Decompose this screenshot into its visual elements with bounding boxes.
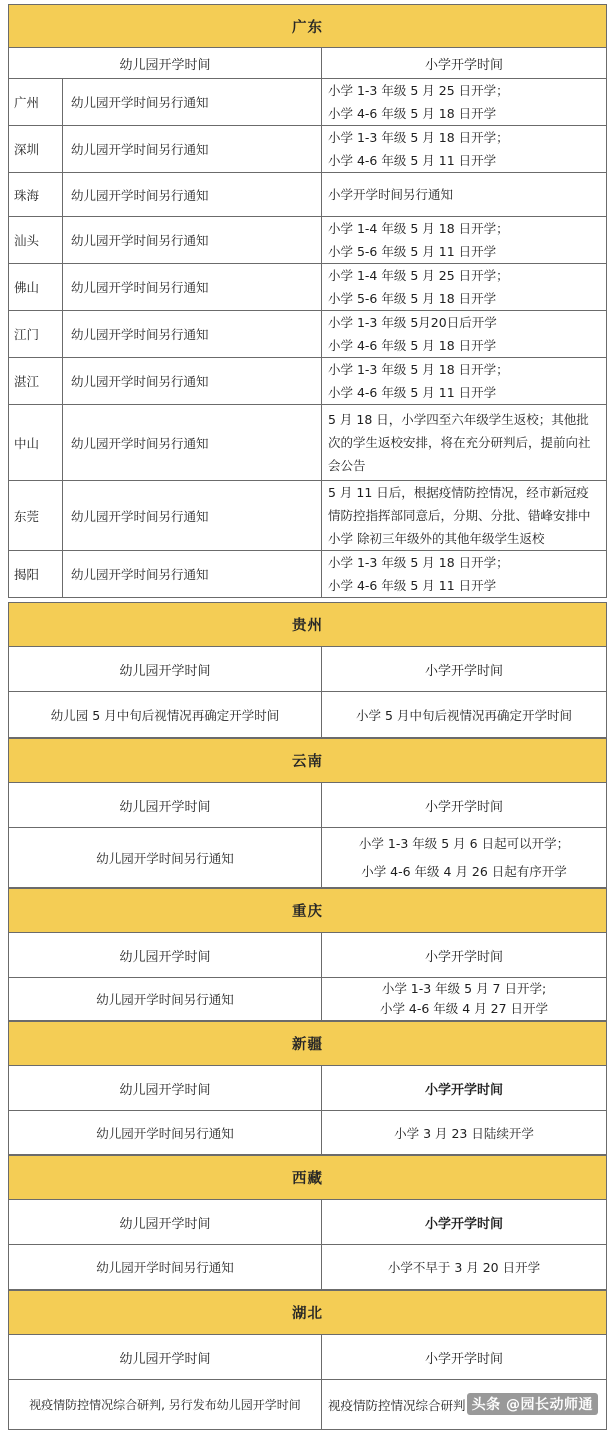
primary-time: 小学 1-3 年级 5 月 25 日开学； 小学 4-6 年级 5 月 18 日开学 (322, 79, 607, 126)
table-row (9, 264, 607, 311)
kindergarten-time: 幼儿园开学时间另行通知 (9, 1111, 322, 1155)
primary-time: 小学 1-3 年级 5 月 6 日起可以开学； 小学 4-6 年级 4 月 26 日起有序开学 (322, 828, 607, 888)
table-row (9, 79, 607, 126)
kindergarten-time: 幼儿园 5 月中旬后视情况再确定开学时间 (9, 692, 322, 738)
table-row (9, 173, 607, 217)
primary-time: 小学 1-3 年级 5 月 18 日开学； 小学 4-6 年级 5 月 11 日开学 (322, 126, 607, 173)
primary-time: 小学 1-3 年级 5 月 18 日开学； 小学 4-6 年级 5 月 11 日开学 (322, 551, 607, 598)
kindergarten-column-header: 幼儿园开学时间 (9, 647, 322, 692)
city-name: 汕头 (9, 217, 63, 264)
guizhou-table (8, 602, 607, 738)
table-row (9, 692, 607, 738)
primary-time: 小学 1-4 年级 5 月 18 日开学； 小学 5-6 年级 5 月 11 日开学 (322, 217, 607, 264)
xizang-table (8, 1155, 607, 1290)
primary-time: 小学 3 月 23 日陆续开学 (322, 1111, 607, 1155)
primary-time: 小学 5 月中旬后视情况再确定开学时间 (322, 692, 607, 738)
table-row (9, 978, 607, 1021)
table-row (9, 828, 607, 888)
primary-time: 5 月 18 日，小学四至六年级学生返校；其他批 次的学生返校安排，将在充分研判后，提前向社 会公告 (322, 405, 607, 481)
kindergarten-time: 幼儿园开学时间另行通知 (63, 79, 322, 126)
kindergarten-time: 幼儿园开学时间另行通知 (63, 217, 322, 264)
city-name: 佛山 (9, 264, 63, 311)
city-name: 珠海 (9, 173, 63, 217)
province-header-yunnan: 云南 (9, 739, 607, 783)
yunnan-table (8, 738, 607, 888)
city-name: 东莞 (9, 481, 63, 551)
kindergarten-time: 幼儿园开学时间另行通知 (63, 311, 322, 358)
kindergarten-time: 视疫情防控情况综合研判, 另行发布幼儿园开学时间 (9, 1380, 322, 1430)
table-row (9, 311, 607, 358)
kindergarten-time: 幼儿园开学时间另行通知 (9, 828, 322, 888)
primary-column-header: 小学开学时间 (322, 1066, 607, 1111)
kindergarten-column-header: 幼儿园开学时间 (9, 48, 322, 79)
table-row (9, 551, 607, 598)
kindergarten-time: 幼儿园开学时间另行通知 (63, 358, 322, 405)
city-name: 江门 (9, 311, 63, 358)
xizang-section (8, 1155, 606, 1290)
city-name: 广州 (9, 79, 63, 126)
kindergarten-time: 幼儿园开学时间另行通知 (63, 126, 322, 173)
table-row (9, 1111, 607, 1155)
province-header-guangdong: 广东 (9, 5, 607, 48)
yunnan-section (8, 738, 606, 888)
primary-column-header: 小学开学时间 (322, 48, 607, 79)
guizhou-section (8, 602, 606, 738)
xinjiang-section (8, 1021, 606, 1155)
primary-time: 小学开学时间另行通知 (322, 173, 607, 217)
province-header-xizang: 西藏 (9, 1156, 607, 1200)
kindergarten-column-header: 幼儿园开学时间 (9, 933, 322, 978)
city-name: 中山 (9, 405, 63, 481)
table-row (9, 405, 607, 481)
province-header-hubei: 湖北 (9, 1291, 607, 1335)
kindergarten-time: 幼儿园开学时间另行通知 (63, 264, 322, 311)
primary-time: 小学 1-3 年级 5 月 18 日开学； 小学 4-6 年级 5 月 11 日开学 (322, 358, 607, 405)
kindergarten-time: 幼儿园开学时间另行通知 (63, 173, 322, 217)
primary-time: 小学 1-3 年级 5 月 7 日开学; 小学 4-6 年级 4 月 27 日开学 (322, 978, 607, 1021)
primary-time: 5 月 11 日后，根据疫情防控情况，经市新冠疫 情防控指挥部同意后，分期、分批、错峰安排中 小学 除初三年级外的其他年级学生返校 (322, 481, 607, 551)
guangdong-table (8, 4, 607, 598)
kindergarten-time: 幼儿园开学时间另行通知 (9, 1245, 322, 1290)
primary-time: 小学 1-4 年级 5 月 25 日开学； 小学 5-6 年级 5 月 18 日开学 (322, 264, 607, 311)
city-name: 湛江 (9, 358, 63, 405)
primary-column-header: 小学开学时间 (322, 1200, 607, 1245)
table-row (9, 358, 607, 405)
primary-column-header: 小学开学时间 (322, 647, 607, 692)
kindergarten-time: 幼儿园开学时间另行通知 (63, 405, 322, 481)
kindergarten-column-header: 幼儿园开学时间 (9, 1335, 322, 1380)
city-name: 揭阳 (9, 551, 63, 598)
guangdong-section (8, 4, 606, 593)
city-name: 深圳 (9, 126, 63, 173)
primary-column-header: 小学开学时间 (322, 783, 607, 828)
kindergarten-time: 幼儿园开学时间另行通知 (9, 978, 322, 1021)
primary-time: 小学 1-3 年级 5月20日后开学 小学 4-6 年级 5 月 18 日开学 (322, 311, 607, 358)
chongqing-section (8, 888, 606, 1021)
kindergarten-column-header: 幼儿园开学时间 (9, 1066, 322, 1111)
table-row (9, 126, 607, 173)
xinjiang-table (8, 1021, 607, 1155)
kindergarten-time: 幼儿园开学时间另行通知 (63, 551, 322, 598)
province-header-guizhou: 贵州 (9, 603, 607, 647)
table-row (9, 1245, 607, 1290)
primary-time: 视疫情防控情况综合研判 (322, 1380, 607, 1430)
primary-column-header: 小学开学时间 (322, 933, 607, 978)
table-row (9, 217, 607, 264)
primary-column-header: 小学开学时间 (322, 1335, 607, 1380)
chongqing-table (8, 888, 607, 1021)
watermark: 头条 @园长动师通 (467, 1393, 598, 1415)
kindergarten-column-header: 幼儿园开学时间 (9, 783, 322, 828)
table-row (9, 481, 607, 551)
province-header-chongqing: 重庆 (9, 889, 607, 933)
primary-time: 小学不早于 3 月 20 日开学 (322, 1245, 607, 1290)
kindergarten-time: 幼儿园开学时间另行通知 (63, 481, 322, 551)
kindergarten-column-header: 幼儿园开学时间 (9, 1200, 322, 1245)
province-header-xinjiang: 新疆 (9, 1022, 607, 1066)
